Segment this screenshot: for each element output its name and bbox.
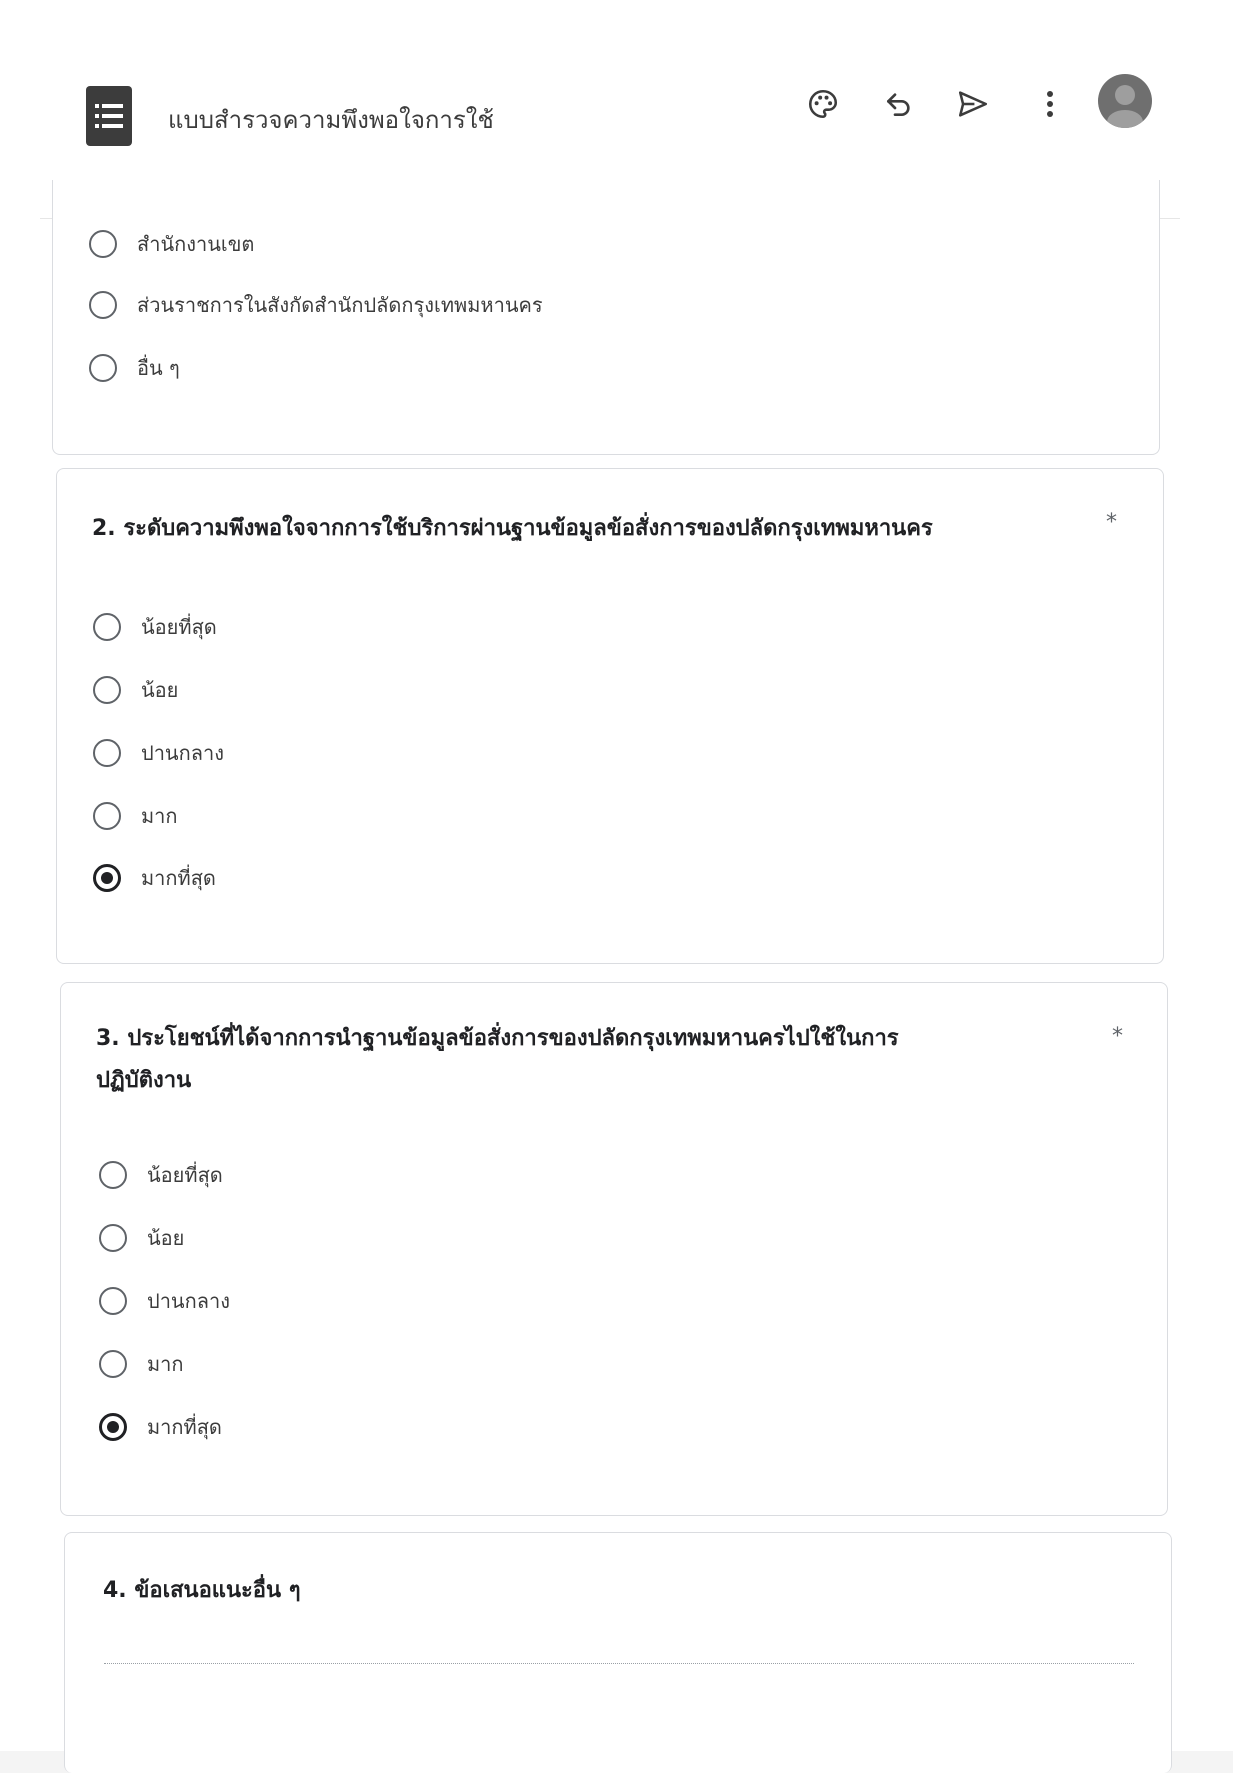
radio-button[interactable]: [93, 676, 121, 704]
option-label: น้อย: [147, 1226, 185, 1250]
radio-button-selected[interactable]: [93, 864, 121, 892]
send-icon[interactable]: [953, 84, 993, 124]
form-title[interactable]: แบบสำรวจความพึงพอใจการใช้: [168, 106, 494, 134]
q3-title-line-2: ปฏิบัติงาน: [96, 1068, 192, 1093]
short-answer-field[interactable]: [104, 1662, 1134, 1664]
option-label: สำนักงานเขต: [137, 232, 255, 256]
radio-button-selected[interactable]: [99, 1413, 127, 1441]
palette-icon[interactable]: [803, 84, 843, 124]
q3-option-1[interactable]: [99, 1155, 223, 1195]
option-label: ปานกลาง: [147, 1289, 230, 1313]
q3-option-3[interactable]: [99, 1281, 230, 1321]
option-label: อื่น ๆ: [137, 356, 180, 380]
radio-button[interactable]: [89, 354, 117, 382]
radio-button[interactable]: [93, 802, 121, 830]
question-card-4[interactable]: [64, 1532, 1172, 1773]
radio-button[interactable]: [99, 1161, 127, 1189]
question-card-3[interactable]: [60, 982, 1168, 1516]
required-asterisk: *: [1112, 1024, 1123, 1049]
radio-button[interactable]: [89, 230, 117, 258]
q3-title-line-1: 3. ประโยชน์ที่ได้จากการนำฐานข้อมูลข้อสั่งการของปลัดกรุงเทพมหานครไปใช้ในการ: [96, 1026, 899, 1051]
q2-option-2[interactable]: [93, 670, 178, 710]
radio-button[interactable]: [93, 613, 121, 641]
option-label: น้อย: [141, 678, 179, 702]
q1-option-2[interactable]: [89, 285, 543, 325]
q2-option-4[interactable]: [93, 796, 178, 836]
option-label: มาก: [141, 804, 178, 828]
radio-button[interactable]: [99, 1224, 127, 1252]
q2-option-1[interactable]: [93, 607, 217, 647]
q2-option-3[interactable]: [93, 733, 224, 773]
q3-option-5[interactable]: [99, 1407, 222, 1447]
radio-button[interactable]: [89, 291, 117, 319]
account-avatar[interactable]: [1098, 74, 1152, 128]
q3-option-2[interactable]: [99, 1218, 184, 1258]
more-vert-icon[interactable]: [1030, 84, 1070, 124]
option-label: มากที่สุด: [141, 866, 216, 890]
radio-button[interactable]: [93, 739, 121, 767]
radio-button[interactable]: [99, 1350, 127, 1378]
option-label: ปานกลาง: [141, 741, 224, 765]
option-label: น้อยที่สุด: [147, 1163, 223, 1187]
option-label: มากที่สุด: [147, 1415, 222, 1439]
option-label: ส่วนราชการในสังกัดสำนักปลัดกรุงเทพมหานคร: [137, 293, 543, 317]
form-document-icon[interactable]: [86, 86, 132, 146]
undo-icon[interactable]: [879, 84, 919, 124]
q1-option-1[interactable]: [89, 224, 254, 264]
q2-title: 2. ระดับความพึงพอใจจากการใช้บริการผ่านฐานข้อมูลข้อสั่งการของปลัดกรุงเทพมหานคร: [92, 516, 933, 541]
q2-option-5[interactable]: [93, 858, 216, 898]
q4-title: 4. ข้อเสนอแนะอื่น ๆ: [103, 1578, 301, 1603]
q1-option-3[interactable]: [89, 348, 180, 388]
required-asterisk: *: [1106, 510, 1117, 535]
radio-button[interactable]: [99, 1287, 127, 1315]
option-label: มาก: [147, 1352, 184, 1376]
q3-option-4[interactable]: [99, 1344, 184, 1384]
option-label: น้อยที่สุด: [141, 615, 217, 639]
